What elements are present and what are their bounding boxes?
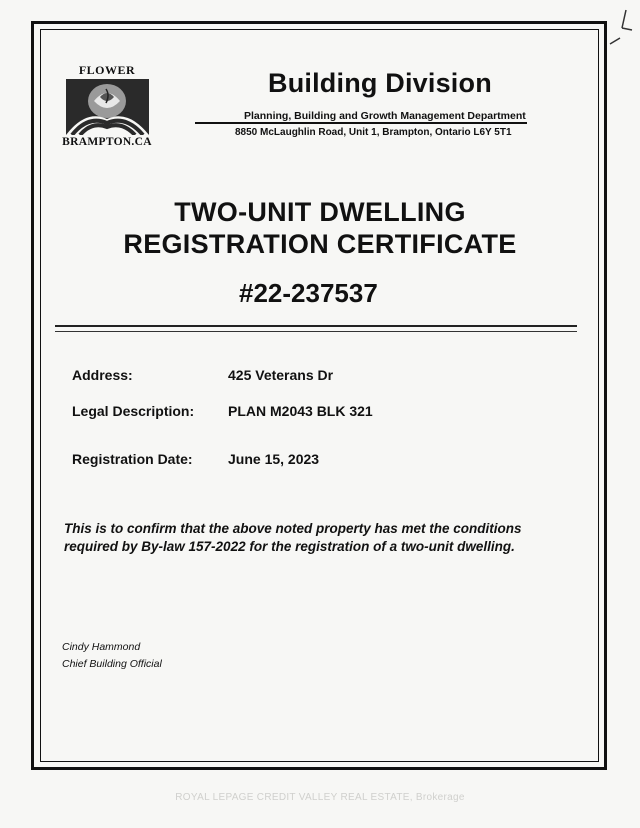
signatory-name: Cindy Hammond (62, 641, 141, 653)
certificate-number: #22-237537 (239, 278, 378, 308)
brokerage-watermark: ROYAL LEPAGE CREDIT VALLEY REAL ESTATE, Brokerage (175, 792, 465, 803)
address-value: 425 Veterans Dr (228, 367, 334, 383)
header-divider (195, 122, 527, 124)
signatory-title: Chief Building Official (62, 658, 162, 670)
registration-date-value: June 15, 2023 (228, 451, 320, 467)
flower-city-logo-icon (66, 79, 149, 135)
logo-bottom-text: BRAMPTON.CA (62, 136, 152, 148)
certificate-title (0, 196, 640, 260)
section-divider-thin (55, 331, 577, 332)
division-title: Building Division (268, 68, 492, 98)
confirmation-statement: This is to confirm that the above noted property has met the conditions required by By-law 157-2022 for the registration of a two-unit dwelling. (64, 521, 522, 554)
legal-description-label: Legal Description: (72, 403, 195, 419)
address-label: Address: (72, 367, 133, 383)
department-name: Planning, Building and Growth Management Department (244, 110, 526, 122)
corner-scribble-mark (604, 8, 634, 48)
registration-date-label: Registration Date: (72, 451, 193, 467)
legal-description-value: PLAN M2043 BLK 321 (228, 403, 373, 419)
logo-top-text: FLOWER (78, 63, 136, 77)
certificate-title-line1: TWO-UNIT DWELLING (174, 197, 466, 227)
office-address: 8850 McLaughlin Road, Unit 1, Brampton, Ontario L6Y 5T1 (235, 127, 512, 138)
certificate-title-line2: REGISTRATION CERTIFICATE (123, 229, 517, 259)
section-divider-thick (55, 325, 577, 327)
